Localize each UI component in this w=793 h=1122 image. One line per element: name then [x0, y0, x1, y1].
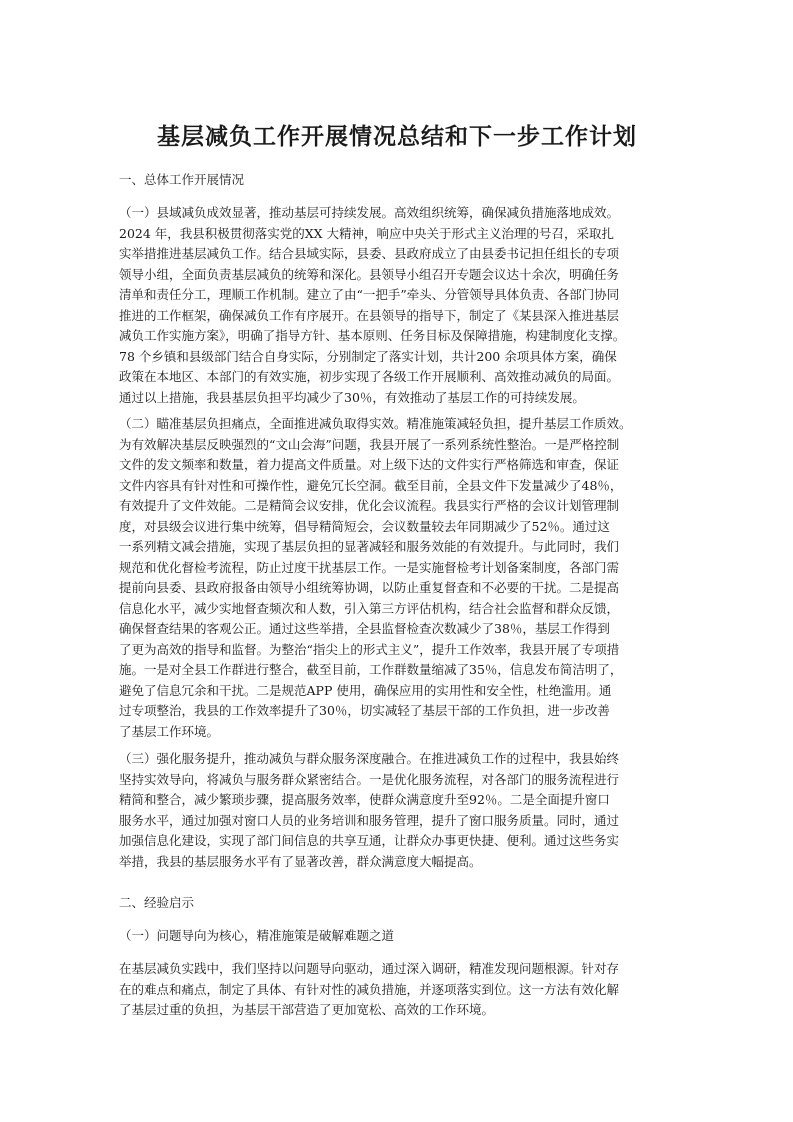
text-line: 举措，我县的基层服务水平有了显著改善，群众满意度大幅提高。: [119, 853, 482, 869]
text-line: 文件内容具有针对性和可操作性，避免冗长空洞。截至目前，全县文件下发量减少了48％，: [119, 477, 623, 493]
text-line: 领导小组，全面负责基层减负的统筹和深化。县领导小组召开专题会议达十余次，明确任务: [119, 266, 620, 282]
text-line: 清单和责任分工，理顺工作机制。建立了由“一把手”牵头、分管领导具体负责、各部门协同: [119, 287, 620, 302]
text-line: 了基层工作环境。: [119, 723, 220, 739]
paragraph-burden-relief: [119, 414, 675, 742]
text-line: 减负工作实施方案》，明确了指导方针、基本原则、任务目标及保障措施，构建制度化支撑。: [119, 328, 626, 343]
text-line: 通过以上措施，我县基层负担平均减少了30％，有效推动了基层工作的可持续发展。: [119, 389, 585, 405]
text-line: 推进的工作框架，确保减负工作有序展开。在县领导的指导下，制定了《某县深入推进基层: [119, 307, 620, 323]
text-line: （二）瞄准基层负担痛点，全面推进减负取得实效。精准施策减轻负担，提升基层工作质效。: [119, 416, 632, 431]
text-line: 文件的发文频率和数量，着力提高文件质量。对上级下达的文件实行严格筛选和审查，保证: [119, 457, 620, 472]
text-line: 78 个乡镇和县级部门结合自身实际，分别制定了落实计划，共计200 余项具体方案，确保: [119, 348, 617, 364]
document-title: 基层减负工作开展情况总结和下一步工作计划: [157, 123, 637, 150]
text-line: 了更为高效的指导和监督。为整治“指尖上的形式主义”，提升工作效率，我县开展了专项措: [119, 641, 620, 657]
section-heading-overview: 一、总体工作开展情况: [119, 172, 245, 187]
text-line: 有效提升了文件效能。二是精简会议安排，优化会议流程。我县实行严格的会议计划管理制: [119, 498, 620, 513]
text-line: 服务水平，通过加强对窗口人员的业务培训和服务管理，提升了窗口服务质量。同时，通过: [119, 812, 620, 828]
text-line: 提前向县委、县政府报备由领导小组统筹协调，以防止重复督查和不必要的干扰。二是提高: [119, 580, 620, 595]
text-line: 了基层过重的负担，为基层干部营造了更加宽松、高效的工作环境。: [119, 1002, 495, 1017]
text-line: （一）县域减负成效显著，推动基层可持续发展。高效组织统筹，确保减负措施落地成效。: [119, 205, 620, 220]
text-line: 规范和优化督检考流程，防止过度干扰基层工作。一是实施督检考计划备案制度，各部门需: [119, 559, 620, 575]
text-line: 信息化水平，减少实地督查频次和人数，引入第三方评估机构，结合社会监督和群众反馈，: [119, 600, 620, 616]
text-line: 避免了信息冗余和干扰。二是规范APP 使用，确保应用的实用性和安全性，杜绝滥用。通: [119, 682, 612, 698]
text-line: 2024 年，我县积极贯彻落实党的XX 大精神，响应中央关于形式主义治理的号召，采取扎: [119, 225, 615, 241]
text-line: 实举措推进基层减负工作。结合县域实际，县委、县政府成立了由县委书记担任组长的专项: [119, 246, 620, 261]
text-line: 为有效解决基层反映强烈的“文山会海”问题，我县开展了一系列系统性整治。一是严格控制: [119, 436, 620, 452]
text-line: 过专项整治，我县的工作效率提升了30％，切实减轻了基层干部的工作负担，进一步改善: [119, 703, 610, 718]
paragraph-problem-oriented: [119, 959, 675, 1021]
paragraph-county-results: [119, 203, 675, 408]
text-line: 在的难点和痛点，制定了具体、有针对性的减负措施，并逐项落实到位。这一方法有效化解: [119, 981, 620, 997]
text-line: 加强信息化建设，实现了部门间信息的共享互通，让群众办事更快捷、便利。通过这些务实: [119, 833, 620, 848]
text-line: 政策在本地区、本部门的有效实施，初步实现了各级工作开展顺利、高效推动减负的局面。: [119, 369, 620, 384]
subsection-heading-problem-oriented: （一）问题导向为核心，精准施策是破解难题之道: [119, 928, 395, 943]
text-line: 度，对县级会议进行集中统筹，倡导精简短会，会议数量较去年同期减少了52％。通过这: [119, 518, 610, 534]
text-line: （三）强化服务提升，推动减负与群众服务深度融合。在推进减负工作的过程中，我县始终: [119, 751, 620, 766]
text-line: 施。一是对全县工作群进行整合，截至目前，工作群数量缩减了35％，信息发布简洁明了，: [119, 662, 623, 677]
text-line: 确保督查结果的客观公正。通过这些举措，全县监督检查次数减少了38％，基层工作得到: [119, 621, 610, 636]
section-heading-lessons: 二、经验启示: [119, 895, 195, 910]
text-line: 坚持实效导向，将减负与服务群众紧密结合。一是优化服务流程，对各部门的服务流程进行: [119, 771, 620, 787]
paragraph-service-improvement: [119, 749, 675, 872]
text-line: 在基层减负实践中，我们坚持以问题导向驱动，通过深入调研，精准发现问题根源。针对存: [119, 961, 620, 976]
text-line: 精简和整合，减少繁琐步骤，提高服务效率，使群众满意度升至92％。二是全面提升窗口: [119, 792, 610, 807]
text-line: 一系列精文减会措施，实现了基层负担的显著减轻和服务效能的有效提升。与此同时，我们: [119, 539, 620, 554]
